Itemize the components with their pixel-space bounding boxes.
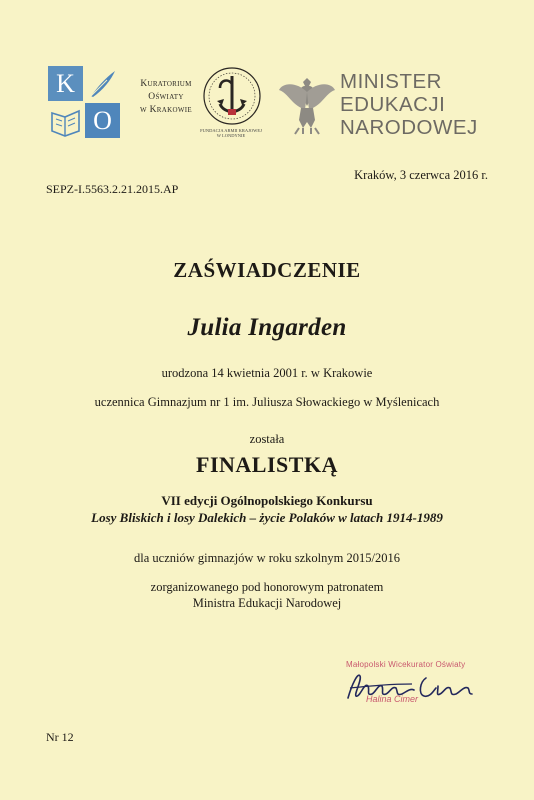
became-line: została	[249, 432, 285, 446]
ko-line-3: w Krakowie	[140, 105, 192, 115]
patronage-line-1: zorganizowanego pod honorowym patronatem	[150, 580, 384, 594]
certificate-title: ZAŚWIADCZENIE	[173, 258, 361, 282]
ministry-wordmark	[340, 70, 490, 139]
stamp-name: Halina Cimer	[366, 694, 419, 704]
stamp-title: Małopolski Wicekurator Oświaty	[346, 660, 466, 669]
recipient-name: Julia Ingarden	[187, 314, 347, 341]
contest-name: Losy Bliskich i losy Dalekich – życie Polaków w latach 1914-1989	[91, 510, 443, 525]
emblem-caption-line-2: W LONDYNIE	[216, 133, 246, 138]
eagle-icon	[277, 72, 337, 138]
status-heading: FINALISTKĄ	[196, 452, 338, 477]
book-icon	[48, 103, 83, 138]
birth-line: urodzona 14 kwietnia 2001 r. w Krakowie	[161, 366, 373, 380]
ministry-line-3: NARODOWEJ	[340, 116, 478, 139]
ko-tile-k: K	[48, 66, 83, 101]
reference-number: SEPZ-I.5563.2.21.2015.AP	[46, 182, 179, 196]
emblem-caption-line-1: FUNDACJA ARMII KRAJOWEJ	[200, 128, 262, 133]
ko-tiles	[48, 66, 122, 140]
patronage-line-2: Ministra Edukacji Narodowej	[192, 596, 342, 610]
place-date: Kraków, 3 czerwca 2016 r.	[354, 168, 488, 182]
school-line: uczennica Gimnazjum nr 1 im. Juliusza Słowackiego w Myślenicach	[94, 395, 440, 409]
ko-line-2: Oświaty	[148, 92, 184, 102]
edition-line: VII edycji Ogólnopolskiego Konkursu	[161, 493, 373, 508]
kuratorium-logo	[48, 66, 198, 140]
quill-icon	[85, 66, 120, 101]
audience-line: dla uczniów gimnazjów w roku szkolnym 2015/2016	[134, 551, 400, 565]
certificate-number: Nr 12	[46, 730, 74, 744]
ministry-line-1: MINISTER	[340, 70, 442, 93]
ministry-line-2: EDUKACJI	[340, 93, 446, 116]
ko-name	[126, 78, 206, 117]
emblem-caption	[188, 128, 274, 138]
handwritten-signature	[340, 664, 480, 708]
ko-tile-o: O	[85, 103, 120, 138]
anchor-emblem-icon	[200, 64, 264, 134]
ko-line-1: Kuratorium	[140, 79, 192, 89]
